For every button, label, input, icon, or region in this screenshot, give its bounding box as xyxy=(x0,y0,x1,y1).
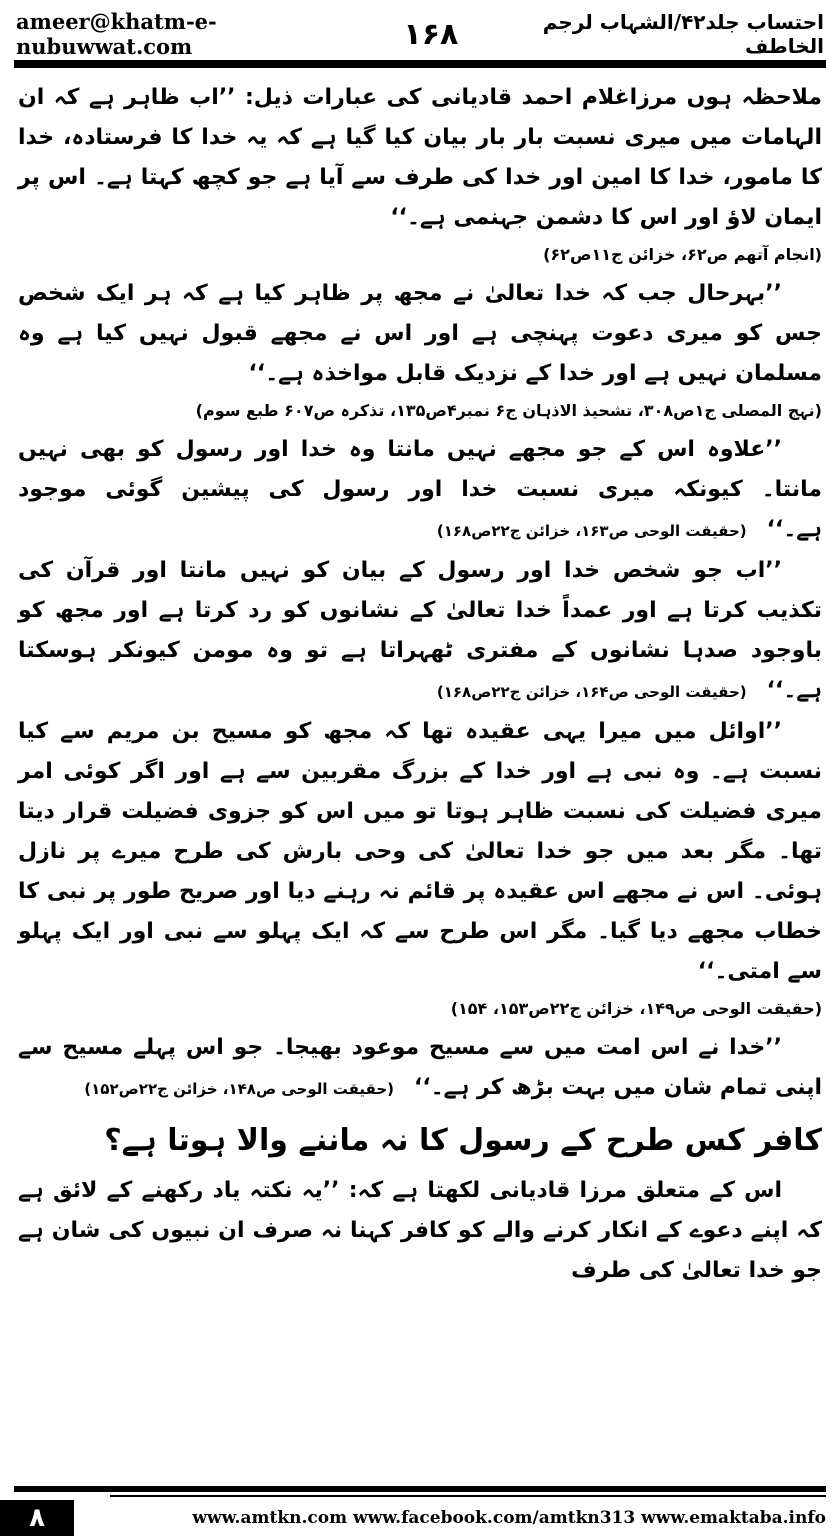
footer-page-box: ۸ xyxy=(0,1500,74,1536)
footer-rule-thin xyxy=(110,1495,826,1497)
quote-paragraph xyxy=(18,430,822,551)
inline-reference: (حقیقت الوحی ص۱۶۳، خزائن ج۲۲ص۱۶۸) xyxy=(436,522,747,540)
paragraph-text: ’’بہرحال جب کہ خدا تعالیٰ نے مجھ پر ظاہر کیا ہے کہ ہر ایک شخص جس کو میری دعوت پہنچی ہے اور اس نے مجھے قبول نہیں کیا ہے وہ مسلمان نہیں ہے اور خدا کے نزدیک قابل مواخذہ ہے۔‘‘ xyxy=(18,281,822,386)
header-book-title: احتساب جلد۴۲/الشہاب لرجم الخاطف xyxy=(542,10,824,58)
paragraph-text: ’’علاوہ اس کے جو مجھے نہیں مانتا وہ خدا اور رسول کو بھی نہیں مانتا۔ کیونکہ میری نسبت خدا اور رسول کی پیشین گوئی موجود ہے۔‘‘ xyxy=(18,437,822,542)
paragraph-text: ملاحظہ ہوں مرزاغلام احمد قادیانی کی عبارات ذیل: ’’اب ظاہر ہے کہ ان الہامات میں میری نسبت بار بار بیان کیا گیا ہے کہ یہ خدا کا فرستادہ، خدا کا مامور، خدا کا امین اور خدا کی طرف سے آیا ہے جو کچھ کہتا ہے۔ اس پر ایمان لاؤ اور اس کا دشمن جہنمی ہے۔‘‘ xyxy=(18,85,822,230)
paragraph-text: ’’اوائل میں میرا یہی عقیدہ تھا کہ مجھ کو مسیح بن مریم سے کیا نسبت ہے۔ وہ نبی ہے اور خدا کے بزرگ مقربین سے ہے اور اگر کوئی امر میری فضیلت کی نسبت ظاہر ہوتا تو میں اس کو جزوی فضیلت قرار دیتا تھا۔ مگر بعد میں جو خدا تعالیٰ کی وحی بارش کی طرح میرے پر نازل ہوئی۔ اس نے مجھے اس عقیدہ پر قائم نہ رہنے دیا اور صریح طور پر نبی کا خطاب مجھے دیا گیا۔ مگر اس طرح سے کہ ایک پہلو سے نبی اور ایک پہلو سے امتی۔‘‘ xyxy=(18,719,822,984)
page-footer xyxy=(0,1500,826,1536)
paragraph-text: ’’خدا نے اس امت میں سے مسیح موعود بھیجا۔ جو اس پہلے مسیح سے اپنی تمام شان میں بہت بڑھ کر ہے۔‘‘ xyxy=(18,1035,822,1100)
inline-reference: (حقیقت الوحی ص۱۴۸، خزائن ج۲۲ص۱۵۲) xyxy=(84,1080,394,1098)
reference-citation: (انجام آتھم ص۶۲، خزائن ج۱۱ص۶۲) xyxy=(543,245,822,264)
page-header xyxy=(16,9,824,59)
reference-citation: (حقیقت الوحی ص۱۴۹، خزائن ج۲۲ص۱۵۳، ۱۵۴) xyxy=(450,999,822,1018)
footer-links: www.amtkn.com www.facebook.com/amtkn313 www.emaktaba.info xyxy=(192,1508,826,1528)
header-page-number: ۱۶۸ xyxy=(403,16,459,52)
quote-paragraph xyxy=(18,712,822,992)
section-heading: کافر کس طرح کے رسول کا نہ ماننے والا ہوتا ہے؟ xyxy=(104,1123,822,1158)
paragraph-text: اس کے متعلق مرزا قادیانی لکھتا ہے کہ: ’’یہ نکتہ یاد رکھنے کے لائق ہے کہ اپنے دعوے کے انکار کرنے والے کو کافر کہنا نہ صرف ان نبیوں کی شان ہے جو خدا تعالیٰ کی طرف xyxy=(18,1178,822,1283)
page-body xyxy=(18,78,822,1291)
header-rule xyxy=(14,60,826,68)
quote-paragraph xyxy=(18,551,822,712)
paragraph-text: ’’اب جو شخص خدا اور رسول کے بیان کو نہیں مانتا اور قرآن کی تکذیب کرتا ہے اور عمداً خدا تعالیٰ کے نشانوں کو رد کرتا ہے اور مجھ کو باوجود صدہا نشانوں کے مفتری ٹھہراتا ہے تو وہ مومن کیونکر ہوسکتا ہے۔‘‘ xyxy=(18,558,822,703)
header-email: ameer@khatm-e-nubuwwat.com xyxy=(16,9,217,59)
quote-paragraph xyxy=(18,1028,822,1109)
reference-citation: (نہج المصلی ج۱ص۳۰۸، تشحیذ الاذہان ج۶ نمبر۴ص۱۳۵، تذکرہ ص۶۰۷ طبع سوم) xyxy=(195,401,822,420)
footer-rule xyxy=(14,1486,826,1492)
inline-reference: (حقیقت الوحی ص۱۶۴، خزائن ج۲۲ص۱۶۸) xyxy=(436,683,747,701)
quote-paragraph xyxy=(18,274,822,394)
quote-paragraph xyxy=(18,1171,822,1291)
quote-paragraph xyxy=(18,78,822,238)
